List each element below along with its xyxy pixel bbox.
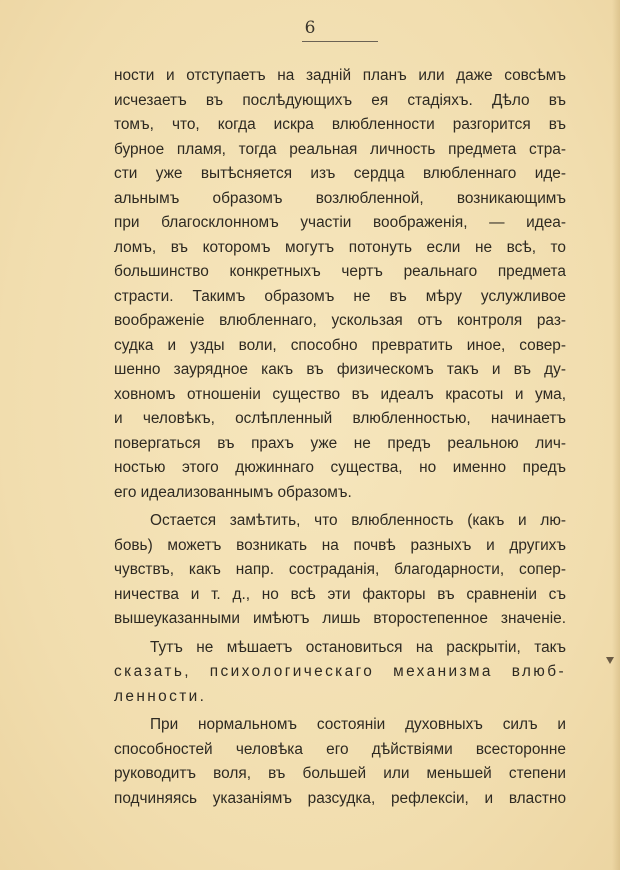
text-line: и человѣкъ, ослѣпленный влюбленностью, начинаетъ xyxy=(114,410,566,427)
text-line: альнымъ образомъ возлюбленной, возникающимъ xyxy=(114,189,566,207)
text-line: руководитъ воля, въ большей или меньшей степени xyxy=(114,765,566,782)
text-line: страсти. Такимъ образомъ не въ мѣру услужливое xyxy=(114,287,566,305)
text-line-spaced: ленности. xyxy=(114,687,207,705)
text-line: повергаться въ прахъ уже не предъ реальною лич- xyxy=(114,434,566,452)
paragraph xyxy=(114,636,566,710)
text-line: шенно заурядное какъ въ физическомъ такъ и въ ду- xyxy=(114,361,566,378)
margin-mark-icon xyxy=(606,657,614,664)
text-line: бурное пламя, тогда реальная личность предмета стра- xyxy=(114,140,566,158)
text-line: бовь) можетъ возникать на почвѣ разныхъ и другихъ xyxy=(114,536,566,554)
page-text xyxy=(114,64,566,811)
text-line: его идеализованнымъ образомъ. xyxy=(114,483,352,501)
text-line-spaced: сказать, психологическаго механизма влюб- xyxy=(114,663,566,680)
text-line: судка и узды воли, способно превратить иное, совер- xyxy=(114,336,566,354)
page-number-rule xyxy=(302,41,378,42)
text-line: сти уже вытѣсняется изъ сердца влюбленнаго иде- xyxy=(114,165,566,182)
text-line: при благосклонномъ участiи воображенiя, — идеа- xyxy=(114,214,566,231)
text-line: томъ, что, когда искра влюбленности разгорится въ xyxy=(114,116,566,133)
text-line: большинство конкретныхъ чертъ реальнаго предмета xyxy=(114,263,566,280)
text-line: подчиняясь указанiямъ разсудка, рефлексiи, и властно xyxy=(114,789,566,807)
text-line: ломъ, въ которомъ могутъ потонуть если не всѣ, то xyxy=(114,238,566,256)
text-line: Тутъ не мѣшаетъ остановиться на раскрытiи, такъ xyxy=(150,638,566,656)
page-number: 6 xyxy=(304,18,316,38)
text-line: При нормальномъ состоянiи духовныхъ силъ и xyxy=(150,716,566,733)
text-line: Остается замѣтить, что влюбленность (какъ и лю- xyxy=(150,512,566,529)
text-line: исчезаетъ въ послѣдующихъ ея стадiяхъ. Дѣло въ xyxy=(114,91,566,109)
text-line: чувствъ, какъ напр. состраданiя, благодарности, сопер- xyxy=(114,561,566,578)
text-line: ностью этого дюжиннаго существа, но именно предъ xyxy=(114,459,566,476)
paragraph xyxy=(114,713,566,811)
paragraph xyxy=(114,64,566,505)
text-line: воображенiе влюбленнаго, ускользая отъ контроля раз- xyxy=(114,312,566,329)
text-line: способностей человѣка его дѣйствiями всесторонне xyxy=(114,740,566,758)
page-edge-shadow xyxy=(612,0,620,870)
text-line: ховномъ отношенiи существо въ идеалъ красоты и ума, xyxy=(114,385,566,403)
text-line: ности и отступаетъ на заднiй планъ или даже совсѣмъ xyxy=(114,67,566,84)
paragraph xyxy=(114,509,566,632)
text-line: ничества и т. д., но всѣ эти факторы въ сравненiи съ xyxy=(114,585,566,603)
text-line: вышеуказанными имѣютъ лишь второстепенное значенiе. xyxy=(114,610,566,627)
